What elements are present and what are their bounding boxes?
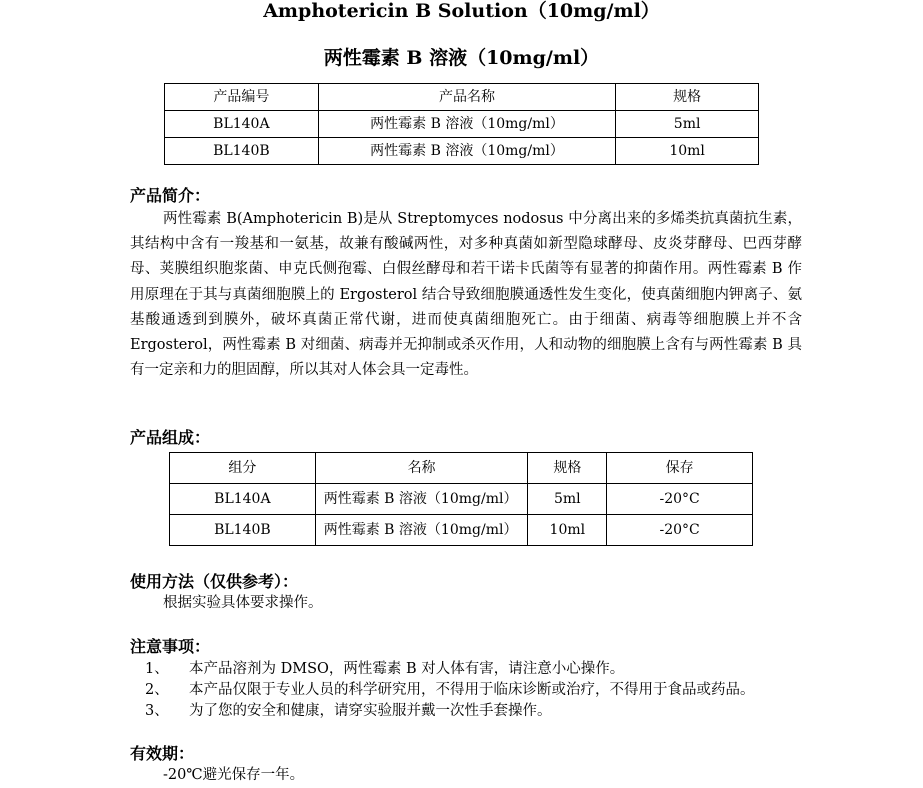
intro-paragraph: 两性霉素 B(Amphotericin B)是从 Streptomyces nodosus 中分离出来的多烯类抗真菌抗生素，其结构中含有一羧基和一氨基，故兼有酸碱两性，对多种真菌如新型隐球酵母、皮炎芽酵母、巴西芽酵母、荚膜组织胞浆菌、申克氏侧孢霉、白假丝酵母和若干诺卡氏菌等有显著的抑菌作用。两性霉素 B 作用原理在于其与真菌细胞膜上的 Ergosterol 结合导致细胞膜通透性发生变化，使真菌细胞内钾离子、氨基酸通透到到膜外，破坏真菌正常代谢，进而使真菌细胞死亡。由于细菌、病毒等细胞膜上并不含 Ergosterol，两性霉素 B 对细菌、病毒并无抑制或杀灭作用，人和动物的细胞膜上含有与两性霉素 B 具有一定亲和力的胆固醇，所以其对人体会具一定毒性。 bbox=[130, 211, 802, 379]
usage-text: 根据实验具体要求操作。 bbox=[163, 595, 323, 611]
note-item bbox=[130, 680, 755, 701]
table-row bbox=[170, 515, 753, 546]
cell-spec: 5ml bbox=[616, 111, 759, 138]
cell-storage: -20°C bbox=[607, 484, 753, 515]
note-item bbox=[130, 701, 552, 722]
cell-name: 两性霉素 B 溶液（10mg/ml） bbox=[318, 111, 615, 138]
note-text: 本产品仅限于专业人员的科学研究用，不得用于临床诊断或治疗，不得用于食品或药品。 bbox=[189, 682, 755, 698]
cell-storage: -20°C bbox=[607, 515, 753, 546]
intro-heading: 产品简介： bbox=[130, 186, 211, 205]
note-item bbox=[130, 659, 624, 680]
header-component: 组分 bbox=[170, 453, 316, 484]
document-title-cn: 两性霉素 B 溶液（10mg/ml） bbox=[323, 47, 600, 69]
note-number: 3、 bbox=[145, 703, 169, 719]
cell-spec: 10ml bbox=[616, 138, 759, 165]
composition-heading: 产品组成： bbox=[130, 428, 211, 447]
header-product-name: 产品名称 bbox=[318, 84, 615, 111]
product-table bbox=[164, 83, 759, 165]
composition-table bbox=[169, 452, 753, 546]
note-number: 2、 bbox=[145, 682, 169, 698]
cell-name: 两性霉素 B 溶液（10mg/ml） bbox=[315, 515, 528, 546]
table-header-row bbox=[165, 84, 759, 111]
validity-heading: 有效期： bbox=[130, 744, 195, 763]
cell-name: 两性霉素 B 溶液（10mg/ml） bbox=[318, 138, 615, 165]
validity-text: -20℃避光保存一年。 bbox=[163, 767, 305, 783]
cell-code: BL140A bbox=[165, 111, 319, 138]
table-header-row bbox=[170, 453, 753, 484]
cell-component: BL140A bbox=[170, 484, 316, 515]
document-title-en: Amphotericin B Solution（10mg/ml） bbox=[263, 0, 660, 22]
notes-heading: 注意事项： bbox=[130, 637, 211, 656]
note-text: 本产品溶剂为 DMSO，两性霉素 B 对人体有害，请注意小心操作。 bbox=[189, 661, 625, 677]
header-product-code: 产品编号 bbox=[165, 84, 319, 111]
cell-name: 两性霉素 B 溶液（10mg/ml） bbox=[315, 484, 528, 515]
header-name: 名称 bbox=[315, 453, 528, 484]
cell-code: BL140B bbox=[165, 138, 319, 165]
cell-spec: 5ml bbox=[528, 484, 607, 515]
table-row bbox=[170, 484, 753, 515]
cell-component: BL140B bbox=[170, 515, 316, 546]
usage-heading: 使用方法（仅供参考）： bbox=[130, 572, 299, 591]
header-spec: 规格 bbox=[528, 453, 607, 484]
header-spec: 规格 bbox=[616, 84, 759, 111]
header-storage: 保存 bbox=[607, 453, 753, 484]
note-text: 为了您的安全和健康，请穿实验服并戴一次性手套操作。 bbox=[189, 703, 552, 719]
cell-spec: 10ml bbox=[528, 515, 607, 546]
note-number: 1、 bbox=[145, 661, 169, 677]
table-row bbox=[165, 111, 759, 138]
table-row bbox=[165, 138, 759, 165]
